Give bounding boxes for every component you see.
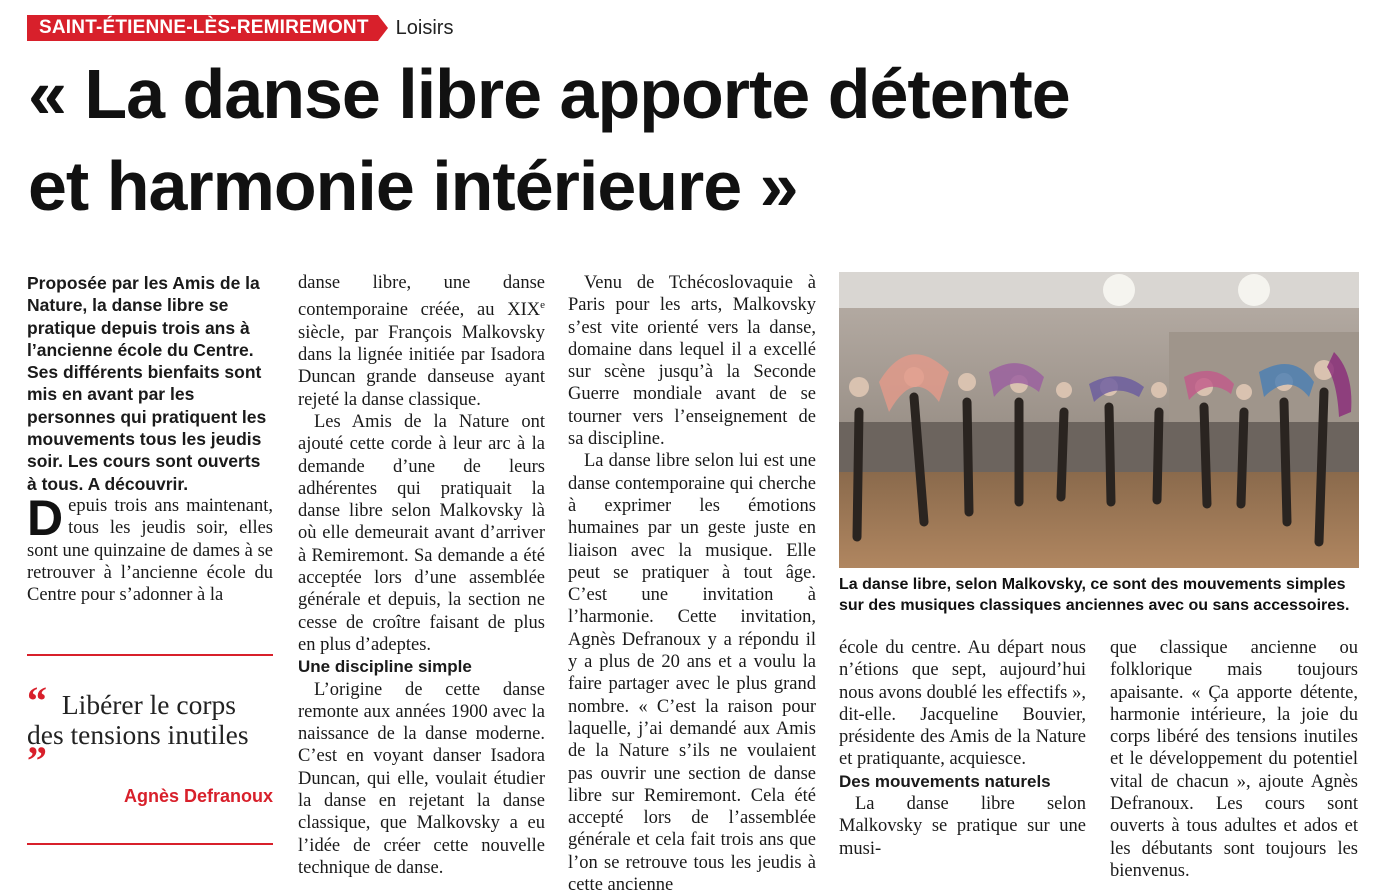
body-paragraph-1-continued	[298, 272, 545, 411]
drop-cap: D	[27, 489, 64, 546]
body-paragraph-5: La danse libre selon lui est une danse contemporaine qui cherche à exprimer les émotions humaines par un geste juste en liaison avec la musique. Elle peut se pratiquer à tout âge. C’est une invitation à l’harmonie. Cette invitation, Agnès Defranoux y a répondu il y a plus de 20 ans et a voulu la faire partager avec le plus grand nombre. « C’est la raison pour laquelle, j’ai demandé aux Amis de la Nature s’ils ne voulaient pas ouvrir une section de danse libre sur Remiremont. Cela été accepté lors de l’assemblée générale et cela fait trois ans que l’on se retrouve tous les jeudis à cette ancienne	[568, 451, 816, 896]
lead-paragraph: Proposée par les Amis de la Nature, la danse libre se pratique depuis trois ans à l’ancienne école du Centre. Ses différents bienfaits sont mis en avant par les personnes qui pratiquent les mouvements tous les jeudis soir. Les cours sont ouverts à tous. A découvrir.	[27, 273, 267, 494]
headline-line-1: « La danse libre apporte détente	[28, 55, 1070, 133]
headline	[28, 48, 1373, 232]
column-2	[298, 272, 545, 879]
superscript: e	[540, 299, 545, 312]
pull-quote-body: Libérer le corps des tensions inutiles	[27, 689, 249, 750]
body-paragraph-5-continued: école du centre. Au départ nous n’étions que sept, aujourd’hui nous avons doublé les effectifs », dit-elle. Jacqueline Bouvier, présidente des Amis de la Nature et pratiquante, acquiesce.	[839, 638, 1086, 770]
body-paragraph-3: L’origine de cette danse remonte aux années 1900 avec la naissance de la danse moderne. C’est en voyant danser Isadora Duncan, qui elle, voulait étudier la danse en rejetant la danse classique, que Malkovsky a eu l’idée de créer cette nouvelle technique de danse.	[298, 679, 545, 878]
open-quote-mark: “	[27, 678, 47, 723]
close-quote-mark: ”	[27, 738, 47, 783]
headline-line-2: et harmonie intérieure »	[28, 147, 798, 225]
dance-photo	[839, 272, 1359, 568]
location-label: SAINT-ÉTIENNE-LÈS-REMIREMONT	[27, 15, 378, 41]
body-text: siècle, par François Malkovsky dans la lignée initiée par Isadora Duncan grande danseuse ayant rejeté la danse classique.	[298, 322, 545, 410]
column-4	[839, 637, 1086, 860]
body-paragraph-6-continued: que classique ancienne ou folklorique mais toujours apaisante. « Ça apporte détente, harmonie intérieure, la joie du corps libéré des tensions inutiles et le développement du potentiel vital de chacun », ajoute Agnès Defranoux. Les cours sont ouverts à tous adultes et ados et les débutants sont toujours les bienvenus.	[1110, 638, 1358, 881]
body-paragraph-1-text: epuis trois ans maintenant, tous les jeudis soir, elles sont une quinzaine de dames à se retrouver à l’ancienne école du Centre pour s’adonner à la	[27, 495, 273, 606]
subhead-mouvements: Des mouvements naturels	[839, 771, 1051, 791]
quote-rule-bottom	[27, 843, 273, 845]
column-3	[568, 272, 816, 896]
pull-quote	[27, 678, 273, 807]
column-1	[27, 272, 273, 606]
column-5	[1110, 637, 1358, 882]
body-text: danse libre, une danse contemporaine créée, au XIX	[298, 273, 545, 321]
body-paragraph-1	[27, 489, 273, 606]
photo-caption: La danse libre, selon Malkovsky, ce sont des mouvements simples sur des musiques classiques anciennes avec ou sans accessoires.	[839, 576, 1350, 614]
body-paragraph-2: Les Amis de la Nature ont ajouté cette corde à leur arc à la demande d’une de leurs adhérentes qui pratiquait la danse libre selon Malkovsky là où elle demeurait avant d’arriver à Remiremont. Sa demande a été acceptée lors d’une assemblée générale et depuis, la section ne cesse de croître faisant de plus en plus d’adeptes.	[298, 411, 545, 655]
body-paragraph-4: Venu de Tchécoslovaquie à Paris pour les arts, Malkovsky s’est vite orienté vers la danse, domaine dans lequel il a excellé sur scène jusqu’à la Seconde Guerre mondiale avant de se tourner vers l’enseignement de sa discipline.	[568, 273, 816, 450]
pull-quote-text	[27, 678, 273, 783]
body-paragraph-6: La danse libre selon Malkovsky se pratique sur une musi-	[839, 794, 1086, 859]
pull-quote-author: Agnès Defranoux	[123, 786, 273, 806]
section-kicker	[27, 15, 453, 41]
quote-rule-top	[27, 654, 273, 656]
subhead-discipline: Une discipline simple	[298, 657, 472, 677]
location-label-arrow	[378, 15, 388, 41]
dance-photo-illustration	[839, 272, 1359, 568]
rubric-label: Loisirs	[395, 16, 454, 39]
